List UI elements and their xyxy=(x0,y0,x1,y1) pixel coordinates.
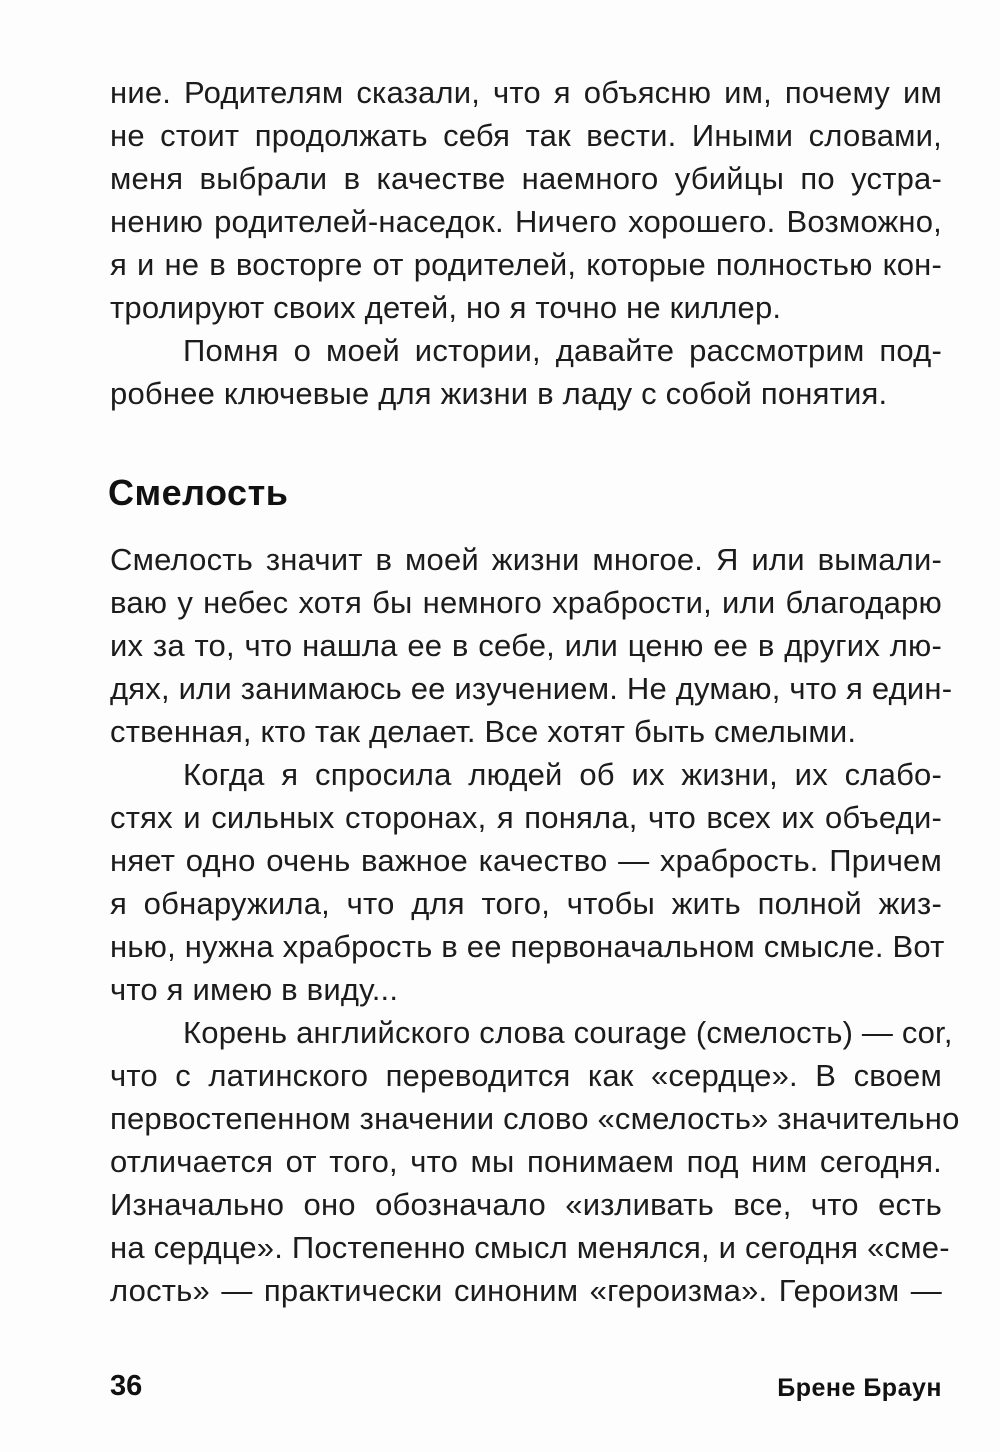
text-line: тролируют своих детей, но я точно не киллер. xyxy=(110,290,782,325)
text-line: Изначально оно обозначало «изливать все, что есть xyxy=(110,1187,942,1222)
text-line: Помня о моей истории, давайте рассмотрим под- xyxy=(183,333,942,368)
text-line: не стоит продолжать себя так вести. Иными словами, xyxy=(110,118,942,153)
text-line: робнее ключевые для жизни в ладу с собой понятия. xyxy=(110,376,888,411)
text-line: Смелость значит в моей жизни многое. Я или вымали- xyxy=(110,542,942,577)
text-line: что я имею в виду... xyxy=(110,972,399,1007)
text-line: ственная, кто так делает. Все хотят быть смелыми. xyxy=(110,714,857,749)
text-line: ваю у небес хотя бы немного храбрости, или благодарю xyxy=(110,585,942,620)
text-line: первостепенном значении слово «смелость» значительно xyxy=(110,1101,960,1136)
text-line: на сердце». Постепенно смысл менялся, и сегодня «сме- xyxy=(110,1230,950,1265)
text-line: я и не в восторге от родителей, которые полностью кон- xyxy=(110,247,942,282)
text-line: ние. Родителям сказали, что я объясню им, почему им xyxy=(110,75,942,110)
text-line: няет одно очень важное качество — храбрость. Причем xyxy=(110,843,942,878)
text-line: их за то, что нашла ее в себе, или ценю ее в других лю- xyxy=(110,628,942,663)
text-line: нью, нужна храбрость в ее первоначальном смысле. Вот xyxy=(110,929,945,964)
text-line: отличается от того, что мы понимаем под ним сегодня. xyxy=(110,1144,942,1179)
text-line: Корень английского слова courage (смелость) — cor, xyxy=(183,1015,953,1050)
text-line: что с латинского переводится как «сердце». В своем xyxy=(110,1058,942,1093)
page-number: 36 xyxy=(110,1370,143,1402)
section-heading: Смелость xyxy=(108,472,289,513)
text-line: дях, или занимаюсь ее изучением. Не думаю, что я един- xyxy=(110,671,953,706)
text-line: стях и сильных сторонах, я поняла, что всех их объеди- xyxy=(110,800,942,835)
text-line: Когда я спросила людей об их жизни, их слабо- xyxy=(183,757,942,792)
text-line: лость» — практически синоним «героизма». Героизм — xyxy=(110,1273,942,1308)
text-line: нению родителей-наседок. Ничего хорошего. Возможно, xyxy=(110,204,942,239)
running-footer-author: Брене Браун xyxy=(777,1374,942,1402)
text-line: меня выбрали в качестве наемного убийцы по устра- xyxy=(110,161,942,196)
text-line: я обнаружила, что для того, чтобы жить полной жиз- xyxy=(110,886,942,921)
